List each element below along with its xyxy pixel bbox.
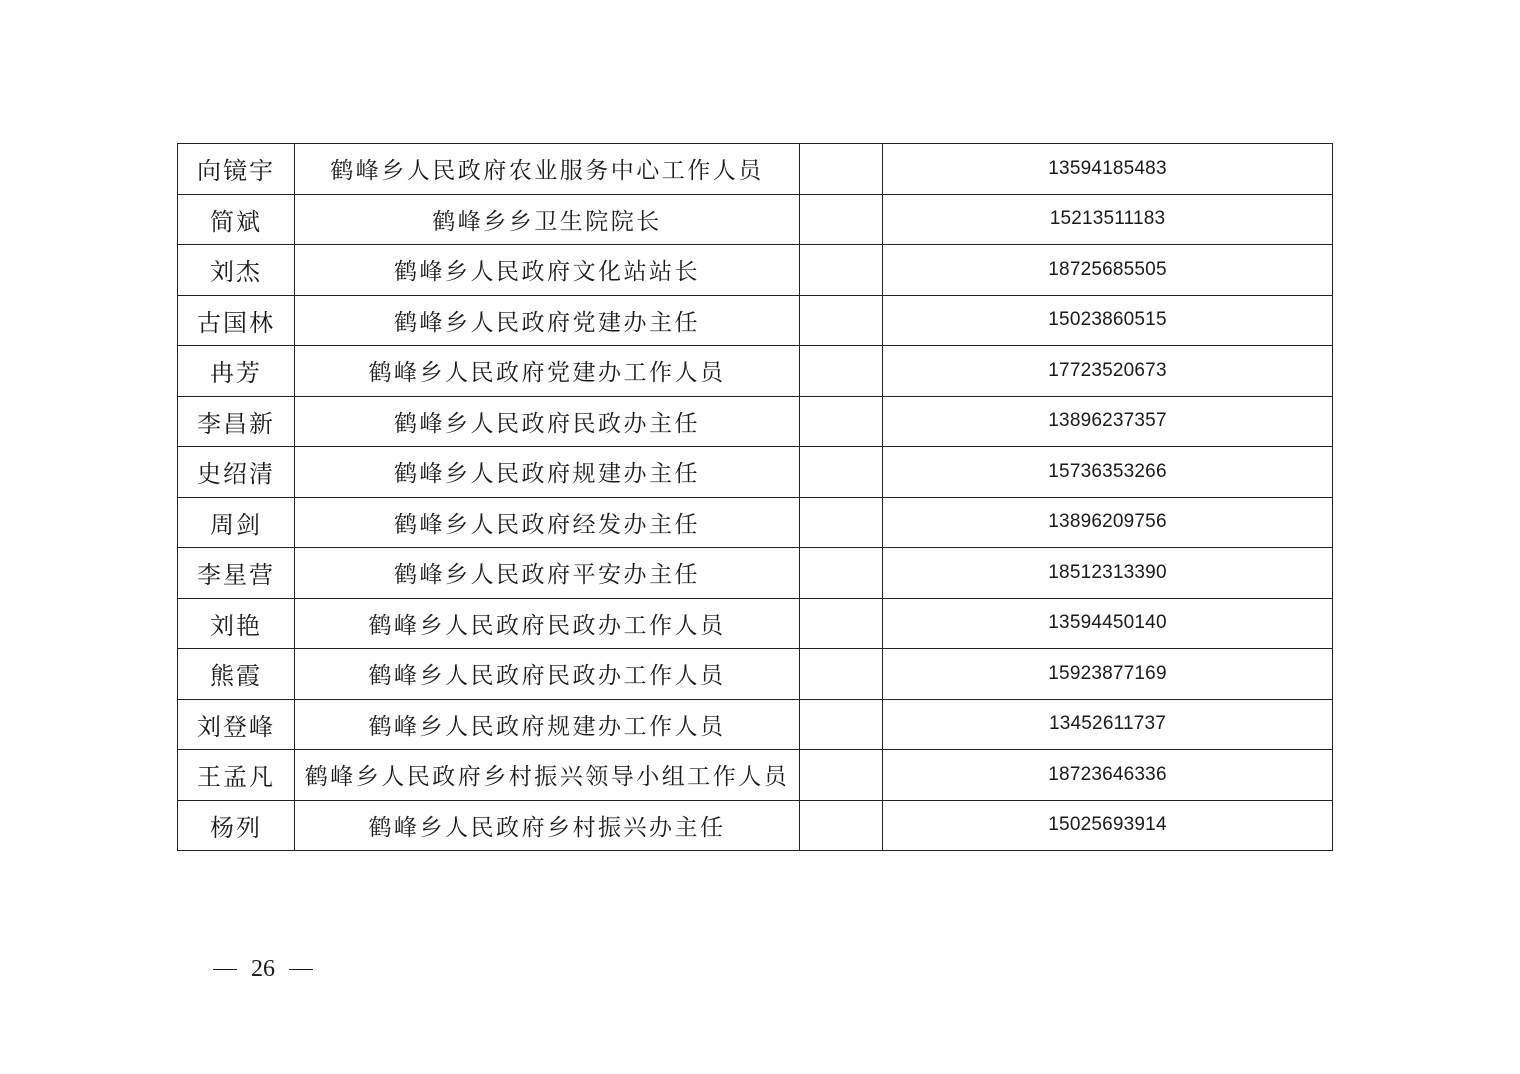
contact-table — [177, 143, 1333, 851]
blank-cell — [800, 699, 883, 750]
table-row — [178, 497, 1333, 548]
position-cell: 鹤峰乡人民政府党建办工作人员 — [295, 346, 800, 397]
position-cell: 鹤峰乡人民政府平安办主任 — [295, 548, 800, 599]
blank-cell — [800, 295, 883, 346]
phone-cell: 15213511183 — [883, 194, 1333, 245]
blank-cell — [800, 497, 883, 548]
name-cell: 向镜宇 — [178, 144, 295, 195]
table-row — [178, 245, 1333, 296]
phone-cell: 13452611737 — [883, 699, 1333, 750]
blank-cell — [800, 396, 883, 447]
phone-cell: 17723520673 — [883, 346, 1333, 397]
name-cell: 周剑 — [178, 497, 295, 548]
name-cell: 冉芳 — [178, 346, 295, 397]
position-cell: 鹤峰乡人民政府民政办工作人员 — [295, 598, 800, 649]
footer-dash-left — [213, 969, 237, 970]
page-number: 26 — [251, 956, 275, 982]
phone-cell: 18723646336 — [883, 750, 1333, 801]
table-row — [178, 750, 1333, 801]
blank-cell — [800, 346, 883, 397]
position-cell: 鹤峰乡人民政府文化站站长 — [295, 245, 800, 296]
blank-cell — [800, 649, 883, 700]
phone-cell: 13896237357 — [883, 396, 1333, 447]
position-cell: 鹤峰乡人民政府乡村振兴领导小组工作人员 — [295, 750, 800, 801]
table-row — [178, 346, 1333, 397]
name-cell: 刘艳 — [178, 598, 295, 649]
name-cell: 李星营 — [178, 548, 295, 599]
blank-cell — [800, 598, 883, 649]
blank-cell — [800, 245, 883, 296]
name-cell: 史绍清 — [178, 447, 295, 498]
blank-cell — [800, 800, 883, 851]
blank-cell — [800, 548, 883, 599]
phone-cell: 18512313390 — [883, 548, 1333, 599]
table-row — [178, 144, 1333, 195]
table-row — [178, 800, 1333, 851]
name-cell: 简斌 — [178, 194, 295, 245]
blank-cell — [800, 194, 883, 245]
position-cell: 鹤峰乡人民政府经发办主任 — [295, 497, 800, 548]
table-row — [178, 194, 1333, 245]
name-cell: 王孟凡 — [178, 750, 295, 801]
phone-cell: 15023860515 — [883, 295, 1333, 346]
blank-cell — [800, 750, 883, 801]
phone-cell: 15025693914 — [883, 800, 1333, 851]
name-cell: 杨列 — [178, 800, 295, 851]
name-cell: 熊霞 — [178, 649, 295, 700]
name-cell: 古国林 — [178, 295, 295, 346]
phone-cell: 13594185483 — [883, 144, 1333, 195]
table-row — [178, 598, 1333, 649]
page-footer — [213, 956, 313, 983]
table-row — [178, 649, 1333, 700]
name-cell: 刘登峰 — [178, 699, 295, 750]
phone-cell: 15923877169 — [883, 649, 1333, 700]
table-row — [178, 295, 1333, 346]
contact-table-body — [178, 144, 1333, 851]
position-cell: 鹤峰乡人民政府民政办主任 — [295, 396, 800, 447]
table-row — [178, 396, 1333, 447]
name-cell: 刘杰 — [178, 245, 295, 296]
position-cell: 鹤峰乡人民政府规建办工作人员 — [295, 699, 800, 750]
phone-cell: 18725685505 — [883, 245, 1333, 296]
blank-cell — [800, 144, 883, 195]
table-row — [178, 699, 1333, 750]
phone-cell: 15736353266 — [883, 447, 1333, 498]
position-cell: 鹤峰乡人民政府农业服务中心工作人员 — [295, 144, 800, 195]
position-cell: 鹤峰乡人民政府党建办主任 — [295, 295, 800, 346]
position-cell: 鹤峰乡乡卫生院院长 — [295, 194, 800, 245]
table-row — [178, 447, 1333, 498]
position-cell: 鹤峰乡人民政府民政办工作人员 — [295, 649, 800, 700]
phone-cell: 13594450140 — [883, 598, 1333, 649]
position-cell: 鹤峰乡人民政府规建办主任 — [295, 447, 800, 498]
table-row — [178, 548, 1333, 599]
blank-cell — [800, 447, 883, 498]
position-cell: 鹤峰乡人民政府乡村振兴办主任 — [295, 800, 800, 851]
name-cell: 李昌新 — [178, 396, 295, 447]
footer-dash-right — [289, 969, 313, 970]
phone-cell: 13896209756 — [883, 497, 1333, 548]
